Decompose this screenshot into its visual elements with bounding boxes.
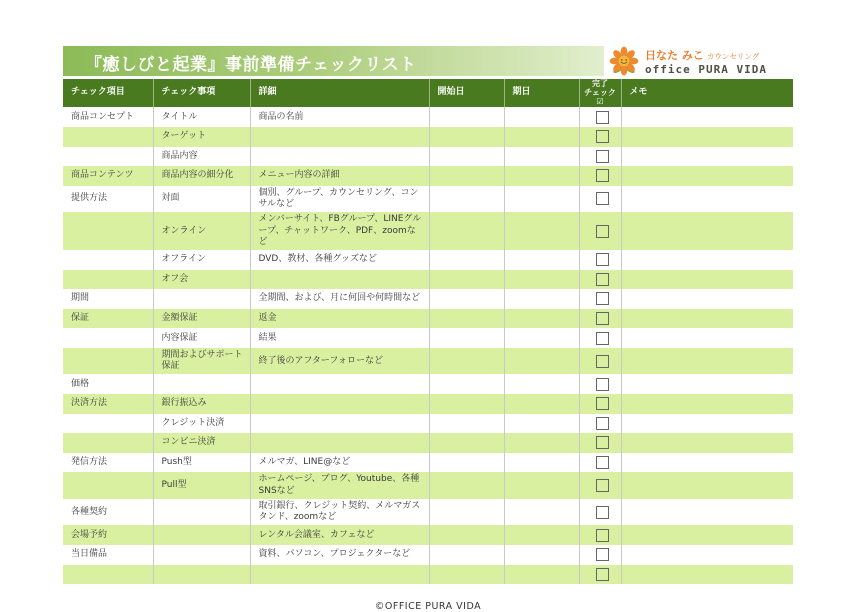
cell-due-date [504,309,579,329]
cell-memo [621,127,793,147]
table-row [63,565,793,585]
cell-check-item [63,348,153,375]
cell-memo [621,250,793,270]
cell-check-item [63,250,153,270]
cell-completion-check [579,499,621,526]
cell-start-date [429,186,504,213]
cell-check-task: コンビニ決済 [153,433,250,453]
cell-check-task: クレジット決済 [153,414,250,434]
cell-memo [621,499,793,526]
cell-due-date [504,394,579,414]
cell-due-date [504,472,579,499]
cell-due-date [504,328,579,348]
cell-check-item [63,270,153,290]
cell-detail: 資料、パソコン、プロジェクターなど [250,545,429,565]
cell-memo [621,309,793,329]
cell-detail: 返金 [250,309,429,329]
logo-text [645,45,767,76]
cell-due-date [504,433,579,453]
cell-start-date [429,545,504,565]
table-row [63,127,793,147]
cell-completion-check [579,433,621,453]
cell-check-task: Pull型 [153,472,250,499]
cell-memo [621,565,793,585]
completion-checkbox[interactable] [596,332,609,345]
cell-memo [621,212,793,250]
cell-check-task: 銀行振込み [153,394,250,414]
cell-due-date [504,166,579,186]
cell-completion-check [579,453,621,473]
cell-memo [621,107,793,127]
cell-check-task [153,499,250,526]
cell-completion-check [579,186,621,213]
cell-check-item: 提供方法 [63,186,153,213]
cell-memo [621,147,793,167]
cell-completion-check [579,414,621,434]
cell-completion-check [579,472,621,499]
cell-start-date [429,433,504,453]
cell-completion-check [579,270,621,290]
cell-completion-check [579,394,621,414]
cell-start-date [429,166,504,186]
table-row [63,414,793,434]
table-row [63,289,793,309]
cell-check-item: 商品コンセプト [63,107,153,127]
cell-due-date [504,212,579,250]
cell-detail: レンタル会議室、カフェなど [250,525,429,545]
cell-memo [621,348,793,375]
cell-due-date [504,250,579,270]
cell-detail: メルマガ、LINE@など [250,453,429,473]
completion-checkbox[interactable] [596,397,609,410]
cell-completion-check [579,166,621,186]
table-row [63,394,793,414]
checklist-sheet [63,46,793,612]
cell-completion-check [579,374,621,394]
cell-due-date [504,270,579,290]
table-row [63,186,793,213]
table-row [63,374,793,394]
cell-check-item [63,414,153,434]
cell-start-date [429,414,504,434]
cell-memo [621,166,793,186]
completion-checkbox[interactable] [596,378,609,391]
cell-completion-check [579,107,621,127]
cell-due-date [504,565,579,585]
cell-detail: DVD、教材、各種グッズなど [250,250,429,270]
cell-completion-check [579,147,621,167]
cell-memo [621,394,793,414]
table-row [63,270,793,290]
cell-detail [250,394,429,414]
cell-memo [621,545,793,565]
cell-completion-check [579,328,621,348]
completion-checkbox[interactable] [596,506,609,519]
logo [604,43,767,79]
cell-check-task [153,545,250,565]
cell-due-date [504,289,579,309]
cell-start-date [429,270,504,290]
cell-check-item [63,212,153,250]
column-header-start-date: 開始日 [429,79,504,107]
cell-start-date [429,250,504,270]
cell-completion-check [579,545,621,565]
cell-check-item [63,472,153,499]
completion-checkbox[interactable] [596,417,609,430]
cell-check-task [153,289,250,309]
table-row [63,453,793,473]
cell-start-date [429,107,504,127]
sunflower-icon [608,45,640,77]
page-title: 『癒しびと起業』事前準備チェックリスト [85,55,417,75]
cell-start-date [429,348,504,375]
cell-due-date [504,348,579,375]
cell-check-task [153,374,250,394]
cell-memo [621,472,793,499]
cell-detail: 終了後のアフターフォローなど [250,348,429,375]
cell-detail [250,565,429,585]
cell-start-date [429,472,504,499]
cell-memo [621,270,793,290]
table-row [63,147,793,167]
cell-completion-check [579,309,621,329]
cell-detail [250,270,429,290]
cell-detail [250,127,429,147]
completion-checkbox[interactable] [596,111,609,124]
table-row [63,250,793,270]
cell-start-date [429,453,504,473]
cell-memo [621,414,793,434]
cell-due-date [504,414,579,434]
logo-name-suffix: カウンセリング [706,52,760,62]
table-row [63,545,793,565]
cell-check-task: 商品内容の細分化 [153,166,250,186]
cell-check-item [63,127,153,147]
logo-name: 日なた みこ [645,49,704,63]
cell-check-item [63,147,153,167]
table-row [63,328,793,348]
logo-office-name: office PURA VIDA [645,62,767,76]
cell-check-task: 期間およびサポート保証 [153,348,250,375]
cell-start-date [429,127,504,147]
cell-memo [621,453,793,473]
completion-checkbox[interactable] [596,169,609,182]
cell-memo [621,289,793,309]
cell-detail [250,374,429,394]
cell-detail: メニュー内容の詳細 [250,166,429,186]
cell-start-date [429,212,504,250]
cell-detail [250,433,429,453]
completion-checkbox[interactable] [596,253,609,266]
cell-completion-check [579,127,621,147]
cell-check-item: 期間 [63,289,153,309]
cell-due-date [504,525,579,545]
completion-checkbox[interactable] [596,312,609,325]
cell-memo [621,433,793,453]
completion-checkbox[interactable] [596,479,609,492]
column-header-item: チェック項目 [63,79,153,107]
cell-start-date [429,525,504,545]
completion-checkbox[interactable] [596,192,609,205]
cell-check-item [63,433,153,453]
cell-detail [250,147,429,167]
table-row [63,166,793,186]
cell-due-date [504,147,579,167]
cell-memo [621,525,793,545]
cell-detail: 個別、グループ、カウンセリング、コンサルなど [250,186,429,213]
column-header-task: チェック事項 [153,79,250,107]
cell-due-date [504,107,579,127]
cell-due-date [504,127,579,147]
table-header-row [63,79,793,107]
cell-detail: 商品の名前 [250,107,429,127]
cell-completion-check [579,525,621,545]
cell-start-date [429,309,504,329]
completion-checkbox[interactable] [596,355,609,368]
table-row [63,525,793,545]
cell-check-task: オンライン [153,212,250,250]
checklist-table [63,79,793,584]
cell-memo [621,186,793,213]
cell-completion-check [579,212,621,250]
cell-check-item [63,328,153,348]
cell-check-item: 価格 [63,374,153,394]
table-row [63,107,793,127]
cell-check-task [153,525,250,545]
cell-completion-check [579,250,621,270]
cell-start-date [429,374,504,394]
completion-checkbox[interactable] [596,436,609,449]
cell-start-date [429,394,504,414]
cell-check-task: オフ会 [153,270,250,290]
cell-check-task: ターゲット [153,127,250,147]
cell-start-date [429,565,504,585]
cell-due-date [504,453,579,473]
table-row [63,309,793,329]
cell-check-task [153,565,250,585]
cell-check-task: 内容保証 [153,328,250,348]
cell-detail: 取引銀行、クレジット契約、メルマガスタンド、zoomなど [250,499,429,526]
cell-check-task: オフライン [153,250,250,270]
completion-checkbox[interactable] [596,225,609,238]
completion-checkbox[interactable] [596,150,609,163]
cell-due-date [504,374,579,394]
cell-due-date [504,545,579,565]
completion-checkbox[interactable] [596,273,609,286]
table-row [63,348,793,375]
cell-detail: 結果 [250,328,429,348]
cell-check-item [63,565,153,585]
cell-memo [621,374,793,394]
cell-check-item: 各種契約 [63,499,153,526]
cell-check-item: 保証 [63,309,153,329]
cell-check-task: 対面 [153,186,250,213]
cell-check-task: 商品内容 [153,147,250,167]
column-header-due-date: 期日 [504,79,579,107]
cell-start-date [429,499,504,526]
cell-check-item: 決済方法 [63,394,153,414]
cell-detail: メンバーサイト、FBグループ、LINEグループ、チャットワーク、PDF、zoomなど [250,212,429,250]
completion-checkbox[interactable] [596,456,609,469]
cell-check-task: 金額保証 [153,309,250,329]
footer-copyright: ©OFFICE PURA VIDA [374,601,482,612]
completion-checkbox[interactable] [596,529,609,542]
checkbox-glyph-icon: ☑ [596,96,604,106]
column-header-completion-check: 完了 チェック ☑ [579,79,621,107]
cell-due-date [504,186,579,213]
cell-check-item: 当日備品 [63,545,153,565]
cell-completion-check [579,289,621,309]
cell-memo [621,328,793,348]
completion-checkbox[interactable] [596,568,609,581]
cell-check-task: Push型 [153,453,250,473]
cell-detail: ホームページ、ブログ、Youtube、各種SNSなど [250,472,429,499]
cell-check-task: タイトル [153,107,250,127]
title-bar [63,46,793,76]
cell-completion-check [579,348,621,375]
cell-detail [250,414,429,434]
cell-check-item: 会場予約 [63,525,153,545]
cell-check-item: 発信方法 [63,453,153,473]
completion-checkbox[interactable] [596,292,609,305]
cell-start-date [429,147,504,167]
cell-start-date [429,328,504,348]
column-header-memo: メモ [621,79,793,107]
completion-checkbox[interactable] [596,548,609,561]
table-row [63,472,793,499]
column-header-detail: 詳細 [250,79,429,107]
table-row [63,212,793,250]
cell-check-item: 商品コンテンツ [63,166,153,186]
table-row [63,499,793,526]
table-row [63,433,793,453]
cell-completion-check [579,565,621,585]
cell-start-date [429,289,504,309]
completion-checkbox[interactable] [596,130,609,143]
cell-detail: 全期間、および、月に何回や何時間など [250,289,429,309]
cell-due-date [504,499,579,526]
